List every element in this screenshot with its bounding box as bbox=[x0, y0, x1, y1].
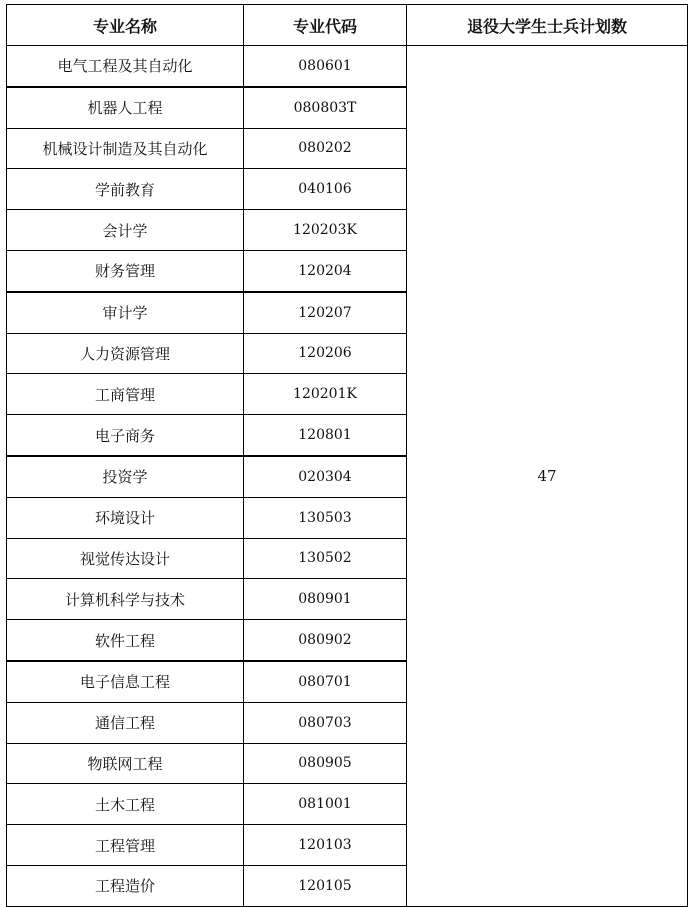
major-name-cell: 计算机科学与技术 bbox=[7, 579, 244, 620]
major-code-cell: 130502 bbox=[244, 538, 407, 579]
table-body bbox=[7, 46, 688, 907]
major-code-cell: 120207 bbox=[244, 292, 407, 333]
major-name-cell: 通信工程 bbox=[7, 702, 244, 743]
major-code-cell: 130503 bbox=[244, 497, 407, 538]
major-code-cell: 120206 bbox=[244, 333, 407, 374]
major-code-cell: 080901 bbox=[244, 579, 407, 620]
header-major-name: 专业名称 bbox=[7, 5, 244, 46]
major-name-cell: 人力资源管理 bbox=[7, 333, 244, 374]
header-plan-count: 退役大学生士兵计划数 bbox=[407, 5, 688, 46]
major-name-cell: 机械设计制造及其自动化 bbox=[7, 128, 244, 169]
major-code-cell: 080703 bbox=[244, 702, 407, 743]
header-major-code: 专业代码 bbox=[244, 5, 407, 46]
major-name-cell: 视觉传达设计 bbox=[7, 538, 244, 579]
major-code-cell: 081001 bbox=[244, 784, 407, 825]
major-name-cell: 学前教育 bbox=[7, 169, 244, 210]
major-name-cell: 软件工程 bbox=[7, 620, 244, 661]
major-code-cell: 120105 bbox=[244, 865, 407, 906]
major-name-cell: 工商管理 bbox=[7, 374, 244, 415]
table-row bbox=[7, 46, 688, 87]
enrollment-plan-table bbox=[6, 4, 688, 907]
major-name-cell: 物联网工程 bbox=[7, 743, 244, 784]
major-name-cell: 电气工程及其自动化 bbox=[7, 46, 244, 87]
major-code-cell: 120203K bbox=[244, 210, 407, 251]
plan-count-cell: 47 bbox=[407, 46, 688, 907]
major-code-cell: 120103 bbox=[244, 825, 407, 866]
major-code-cell: 120801 bbox=[244, 415, 407, 456]
major-code-cell: 120204 bbox=[244, 250, 407, 291]
table-header-row bbox=[7, 5, 688, 46]
major-code-cell: 040106 bbox=[244, 169, 407, 210]
major-name-cell: 电子商务 bbox=[7, 415, 244, 456]
major-name-cell: 工程管理 bbox=[7, 825, 244, 866]
major-code-cell: 080701 bbox=[244, 661, 407, 702]
major-name-cell: 环境设计 bbox=[7, 497, 244, 538]
major-name-cell: 工程造价 bbox=[7, 865, 244, 906]
major-code-cell: 120201K bbox=[244, 374, 407, 415]
major-name-cell: 土木工程 bbox=[7, 784, 244, 825]
major-name-cell: 机器人工程 bbox=[7, 87, 244, 128]
major-code-cell: 080902 bbox=[244, 620, 407, 661]
major-code-cell: 080601 bbox=[244, 46, 407, 87]
major-code-cell: 080803T bbox=[244, 87, 407, 128]
major-name-cell: 财务管理 bbox=[7, 250, 244, 291]
major-code-cell: 080905 bbox=[244, 743, 407, 784]
major-name-cell: 投资学 bbox=[7, 456, 244, 497]
major-name-cell: 会计学 bbox=[7, 210, 244, 251]
major-code-cell: 080202 bbox=[244, 128, 407, 169]
major-code-cell: 020304 bbox=[244, 456, 407, 497]
major-name-cell: 电子信息工程 bbox=[7, 661, 244, 702]
major-name-cell: 审计学 bbox=[7, 292, 244, 333]
